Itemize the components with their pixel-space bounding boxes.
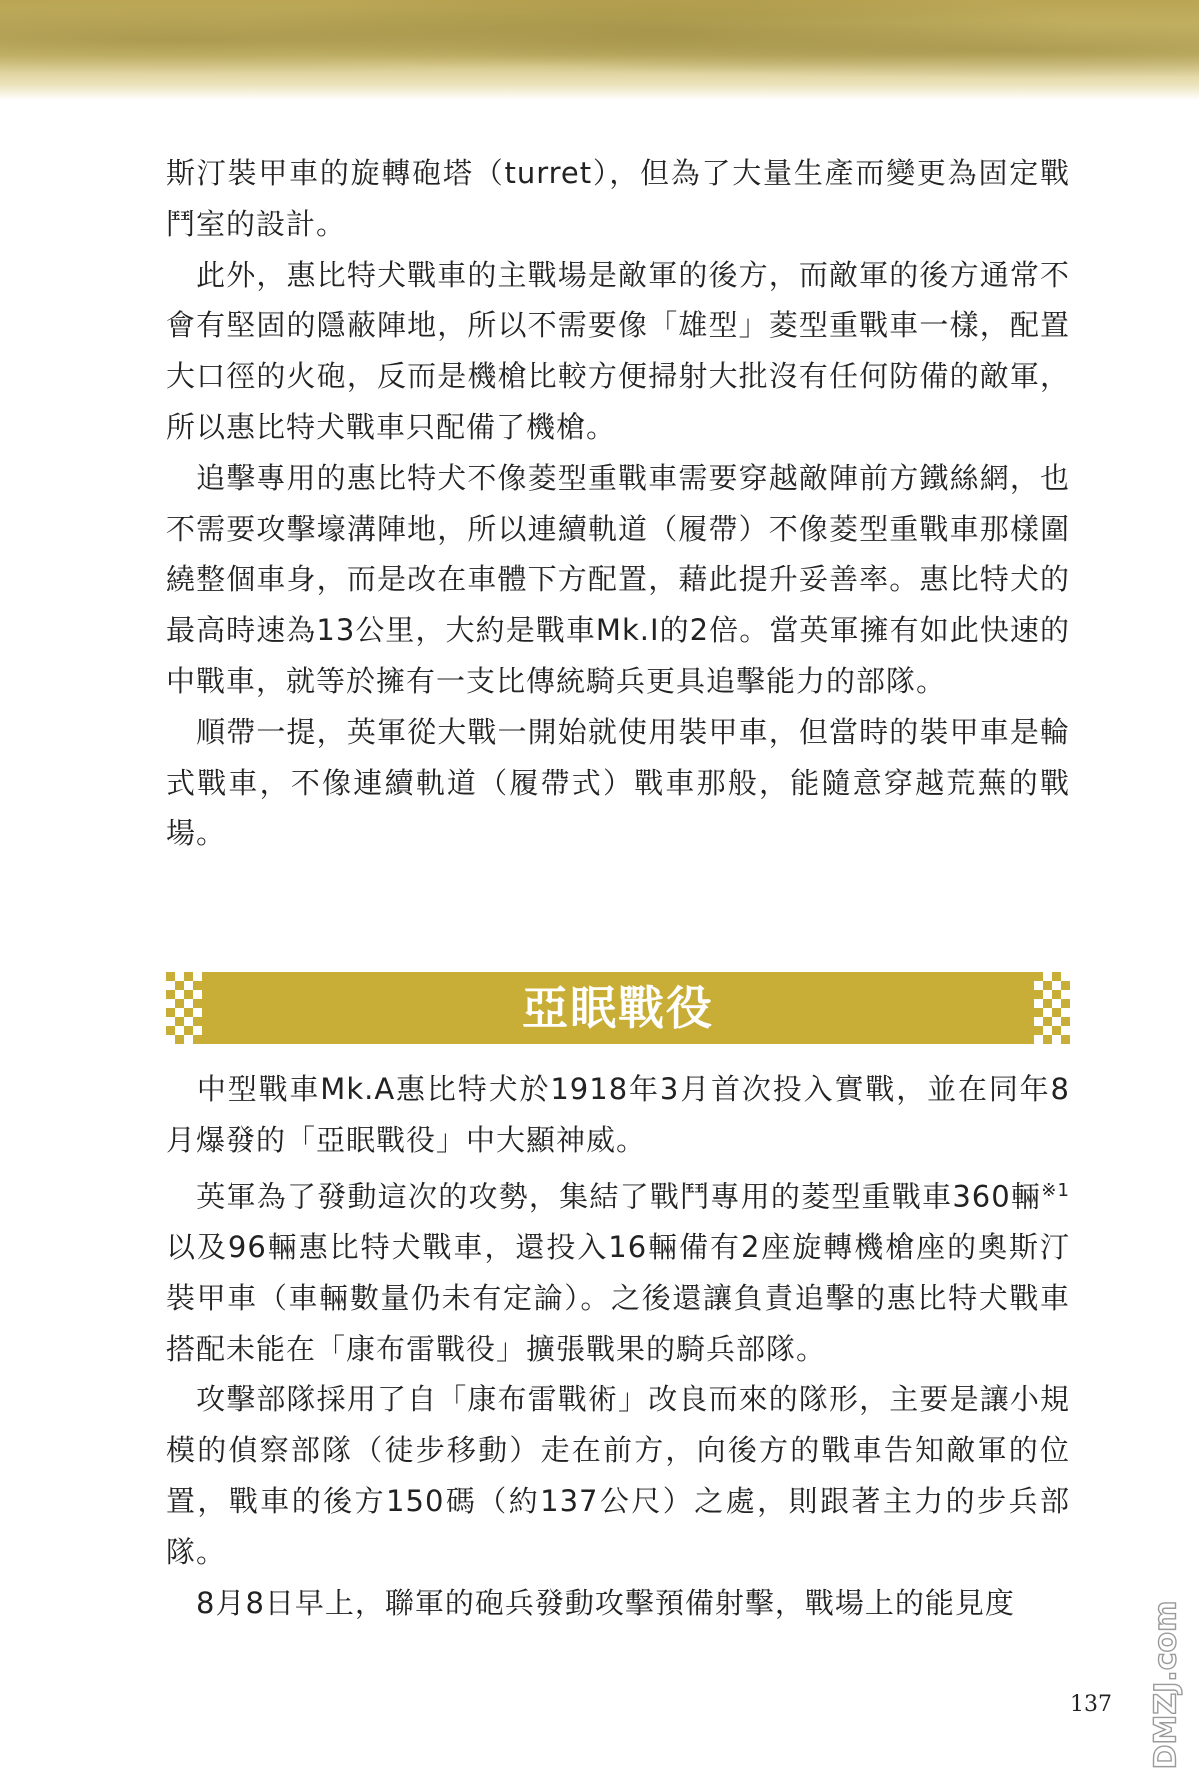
watermark-logo bbox=[1146, 1600, 1188, 1770]
paragraph-6-rest: 以及96輛惠比特犬戰車，還投入16輛備有2座旋轉機槍座的奧斯汀裝甲車（車輛數量仍未有定論）。之後還讓負責追擊的惠比特犬戰車搭配未能在「康布雷戰役」擴張戰果的騎兵部隊。 bbox=[166, 1230, 1070, 1366]
watermark-text: DMZJ.com bbox=[1148, 1600, 1184, 1770]
top-decorative-banner bbox=[0, 0, 1199, 100]
paragraph-5: 中型戰車Mk.A惠比特犬於1918年3月首次投入實戰，並在同年8月爆發的「亞眠戰役」中大顯神威。 bbox=[166, 1072, 1070, 1157]
footnote-mark: ※1 bbox=[1041, 1179, 1070, 1201]
paragraph-6 bbox=[166, 1166, 1070, 1375]
page-number: 137 bbox=[1070, 1692, 1112, 1717]
paragraph-8: 8月8日早上，聯軍的砲兵發動攻擊預備射擊，戰場上的能見度 bbox=[166, 1585, 1015, 1620]
paragraph-1: 斯汀裝甲車的旋轉砲塔（turret），但為了大量生產而變更為固定戰鬥室的設計。 bbox=[166, 156, 1070, 241]
section-title: 亞眠戰役 bbox=[522, 981, 714, 1035]
paragraph-3: 追擊專用的惠比特犬不像菱型重戰車需要穿越敵陣前方鐵絲網，也不需要攻擊壕溝陣地，所以連續軌道（履帶）不像菱型重戰車那樣圍繞整個車身，而是改在車體下方配置，藉此提升妥善率。惠比特犬的最高時速為13公里，大約是戰車Mk.I的2倍。當英軍擁有如此快速的中戰車，就等於擁有一支比傳統騎兵更具追擊能力的部隊。 bbox=[166, 460, 1070, 698]
paragraph-4: 順帶一提，英軍從大戰一開始就使用裝甲車，但當時的裝甲車是輪式戰車，不像連續軌道（履帶式）戰車那般，能隨意穿越荒蕪的戰場。 bbox=[166, 714, 1070, 851]
paragraph-6-start: 英軍為了發動這次的攻勢，集結了戰鬥專用的菱型重戰車360輛 bbox=[166, 1179, 1042, 1214]
body-text-top bbox=[166, 148, 1070, 859]
paragraph-7: 攻擊部隊採用了自「康布雷戰術」改良而來的隊形，主要是讓小規模的偵察部隊（徒步移動）走在前方，向後方的戰車告知敵軍的位置，戰車的後方150碼（約137公尺）之處，則跟著主力的步兵部隊。 bbox=[166, 1382, 1070, 1569]
body-text-bottom bbox=[166, 1064, 1070, 1628]
section-header bbox=[166, 972, 1070, 1044]
paragraph-2: 此外，惠比特犬戰車的主戰場是敵軍的後方，而敵軍的後方通常不會有堅固的隱蔽陣地，所以不需要像「雄型」菱型重戰車一樣，配置大口徑的火砲，反而是機槍比較方便掃射大批沒有任何防備的敵軍，所以惠比特犬戰車只配備了機槍。 bbox=[166, 257, 1070, 444]
